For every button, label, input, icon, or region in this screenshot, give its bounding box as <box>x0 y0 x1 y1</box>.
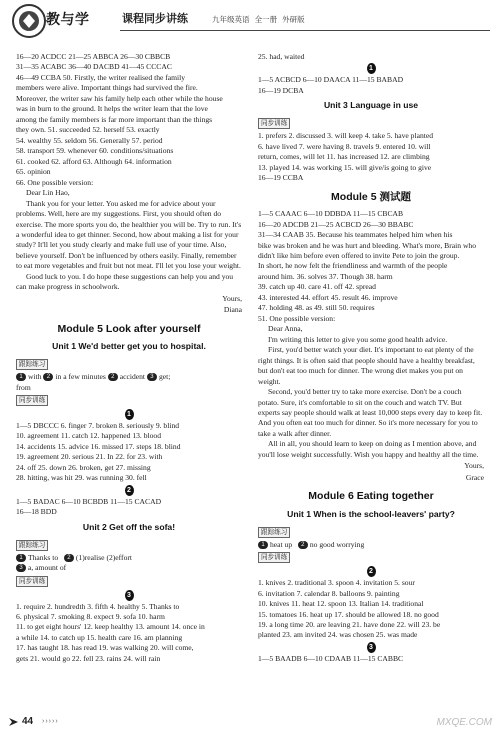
tag-sync-training: 同步训练 <box>258 118 290 129</box>
letter-paragraph: Thank you for your letter. You asked me for advice about your problems. Well, here are my suggestions. First, you should often do exercise. The more sports you do, the healthier you will be. Try to run. It's a wonderful idea to get thinner. Second, how about making a list for your study? It'll let you study clearly and make full use of your time. Also, believe yourself. Don't be influenced by others easily. Finally, remember to eat more vegetables and fruit but not meat. I'll let you lose your weight. <box>16 198 242 271</box>
tag-tracking-practice: 跟踪练习 <box>258 527 290 538</box>
answer-line: 1—5 CAAAC 6—10 DDBDA 11—15 CBCAB <box>258 209 404 219</box>
tag-sync-training: 同步训练 <box>16 576 48 587</box>
header-rule <box>120 30 490 31</box>
answer-line: 1—5 DBCCC 6. finger 7. broken 8. seriously 9. blind <box>16 421 180 430</box>
section-number-icon: 2 <box>125 485 134 496</box>
answer-block-u1-part2 <box>16 497 242 518</box>
letter-name: Diana <box>223 305 242 315</box>
m6-tracking-answers: 1 heat up 2 no good worrying <box>258 540 484 550</box>
module-5-title: Module 5 Look after yourself <box>57 322 201 335</box>
answer-line: 51. One possible version: <box>258 313 336 323</box>
answer-line: 10. knives 11. heat 12. spoon 13. Italian 14. traditional <box>258 599 424 609</box>
answer-line: 16—19 DCBA <box>258 85 304 95</box>
answer-line: 1. require 2. hundredth 3. fifth 4. healthy 5. Thanks to <box>16 601 180 611</box>
answer-line: 24. off 25. down 26. broken, get 27. missing <box>16 462 151 472</box>
answer-line: 1—5 BAADB 6—10 CDAAB 11—15 CABBC <box>258 653 404 663</box>
answer-line: 31—34 CAAB 35. Because his teammates helped him when his <box>258 230 453 240</box>
letter-paragraph: I'm writing this letter to give you some good health advice. <box>268 334 448 344</box>
letter-name: Grace <box>465 472 484 482</box>
unit-3-title: Unit 3 Language in use <box>323 100 419 111</box>
answer-line: In short, he now felt the friendliness and warmth of the people <box>258 261 448 271</box>
left-column <box>16 52 242 664</box>
tag-sync-training: 同步训练 <box>258 552 290 563</box>
section-marker <box>258 642 484 653</box>
section-marker <box>16 409 242 420</box>
section-number-icon: 2 <box>367 566 376 577</box>
answer-block-module5-test <box>258 209 484 324</box>
section-marker <box>258 566 484 577</box>
series-name: 课程同步讲练 <box>122 13 188 25</box>
unit-2-title: Unit 2 Get off the sofa! <box>82 521 176 532</box>
answer-line: 17. has taught 18. has read 19. was walking 20. will come, <box>16 643 194 653</box>
right-column <box>258 52 484 664</box>
answer-line: 39. catch up 40. care 41. off 42. spread <box>258 282 376 292</box>
section-number-icon: 3 <box>367 642 376 653</box>
page-dots: ››››› <box>42 718 59 725</box>
answer-line: 61. cooked 62. afford 63. Although 64. information <box>16 156 172 166</box>
answer-line: 43. interested 44. effort 45. result 46. improve <box>258 292 398 302</box>
section-number-icon: 1 <box>367 63 376 74</box>
answer-line: 31—35 ACABC 36—40 DACBD 41—45 CCCAC <box>16 62 172 72</box>
answer-line: 1—5 ACBCD 6—10 DAACA 11—15 BABAD <box>258 75 404 85</box>
answer-line: 47. holding 48. as 49. still 50. requires <box>258 303 375 313</box>
answer-line: 6. have lived 7. were having 8. travels 9. entered 10. will <box>258 141 431 151</box>
answer-line: among the family members is far more important than the things <box>16 114 213 124</box>
item-number-badge: 2 <box>298 541 308 549</box>
answer-line: 19. a long time 20. are leaving 21. have done 22. will 23. be <box>258 619 441 629</box>
section-marker <box>16 485 242 496</box>
book-meta: 九年级英语 全一册 外研版 <box>212 15 305 24</box>
answer-line: 16—18 BDD <box>16 507 57 517</box>
answer-line: was in burn to the ground. It helps the writer learn that the love <box>16 104 208 114</box>
page-header <box>0 0 500 42</box>
answer-line: bike was broken and he was hurt and bleeding. What's more, Brain who <box>258 240 477 250</box>
answer-line: 16—20 ADCDB 21—25 ACBCD 26—30 BBABC <box>258 219 414 229</box>
page-arrow-icon <box>8 716 20 728</box>
page-footer <box>0 710 500 736</box>
answer-line: 66. One possible version: <box>16 177 94 187</box>
page-number: 44 <box>22 716 34 727</box>
answer-line: 14. accidents 15. advice 16. missed 17. steps 18. blind <box>16 441 181 451</box>
letter-closing: Yours, <box>222 293 242 303</box>
answer-line: 46—49 CCBA 50. Firstly, the writer realised the family <box>16 72 186 82</box>
brand-name: 教与学 <box>46 11 90 27</box>
item-number-badge: 2 <box>43 373 53 381</box>
answer-line: 1. knives 2. traditional 3. spoon 4. invitation 5. sour <box>258 578 415 588</box>
letter-closing: Yours, <box>464 461 484 471</box>
answer-line: 10. agreement 11. catch 12. happened 13. blood <box>16 431 162 441</box>
item-number-badge: 1 <box>16 554 26 562</box>
answer-line: a while 14. to catch up 15. health care 16. am planning <box>16 632 183 642</box>
u2-tracking-answers-2: 3 a, amount of <box>16 563 242 573</box>
section-number-icon: 3 <box>125 590 134 601</box>
answer-block-u1 <box>16 421 242 484</box>
letter-paragraph: Second, you'd better try to take more exercise. Don't be a couch potato. Sure, it's comfortable to sit on the couch and watch TV. But experts say people should walk at least 10,000 steps every day to keep fit. And you often eat too much for dinner. So it's more necessary for you to take a walk after dinner. <box>258 387 483 438</box>
answer-line: gets 21. would go 22. fell 23. rains 24. will rain <box>16 653 161 663</box>
item-number-badge: 3 <box>16 564 26 572</box>
u2-tracking-answers-1: 1 Thanks to 2 (1)realise (2)effort <box>16 553 242 563</box>
answer-line: 65. opinion <box>16 167 51 177</box>
answer-line: members were alive. Important things had survived the fire. <box>16 83 198 93</box>
answer-line: 6. invitation 7. calendar 8. balloons 9. painting <box>258 588 400 598</box>
tag-tracking-practice: 跟踪练习 <box>16 540 48 551</box>
letter-paragraph: First, you'd better watch your diet. It's important to eat plenty of the right things. It is often said that people should have a healthy breakfast, but don't eat too much for dinner. The wrong diet makes you put on weight. <box>258 345 475 386</box>
answer-line: 15. tomatoes 16. heat up 17. should be allowed 18. no good <box>258 609 439 619</box>
tag-sync-training: 同步训练 <box>16 395 48 406</box>
item-number-badge: 2 <box>108 373 118 381</box>
item-number-badge: 2 <box>64 554 74 562</box>
letter-paragraph: All in all, you should learn to keep on doing as I mention above, and you'll lose weight successfully. Wish you happy and healthy all the time. <box>258 439 479 459</box>
letter-salutation: Dear Anna, <box>268 324 303 334</box>
answer-line: 58. transport 59. whenever 60. conditions/situations <box>16 146 174 156</box>
answer-line: Moreover, the writer saw his family help each other while the house <box>16 93 223 103</box>
letter-paragraph: Good luck to you. I do hope these suggestions can help you and you can make progress in schoolwork. <box>16 271 234 292</box>
section-marker <box>258 63 484 74</box>
letter-salutation: Dear Lin Hao, <box>26 188 70 198</box>
answer-line: 11. to get eight hours' 12. keep healthy 13. amount 14. once in <box>16 622 205 632</box>
answer-line: around him. 36. solves 37. Though 38. harm <box>258 271 393 281</box>
item-number-badge: 3 <box>147 373 157 381</box>
answer-line: planted 23. am invited 24. was chosen 25. was made <box>258 630 418 640</box>
m6-unit-1-title: Unit 1 When is the school-leavers' party? <box>287 508 455 519</box>
answer-block-u2 <box>16 602 242 665</box>
letter-body <box>16 199 242 293</box>
answer-line: 25. had, waited <box>258 52 305 61</box>
item-number-badge: 1 <box>258 541 268 549</box>
item-number-badge: 1 <box>16 373 26 381</box>
answer-line: 13. played 14. was working 15. will give/is going to give <box>258 162 432 172</box>
answer-line: didn't like him before even offered to invite Pete to join the group. <box>258 250 460 260</box>
answer-block-m6-u1-part2 <box>258 654 484 664</box>
section-marker <box>16 590 242 601</box>
answer-block-u3 <box>258 131 484 183</box>
answer-line: 54. wealthy 55. seldom 56. Generally 57. period <box>16 135 163 145</box>
answer-line: 1. prefers 2. discussed 3. will keep 4. take 5. have planted <box>258 131 434 141</box>
answer-line: 1—5 BADAC 6—10 BCBDB 11—15 CACAD <box>16 496 162 506</box>
answer-block-left-top <box>16 52 242 188</box>
answer-line: 16—19 CCBA <box>258 173 304 183</box>
answer-line: return, comes, will let 11. has increased 12. are climbing <box>258 152 430 162</box>
module-6-title: Module 6 Eating together <box>308 490 434 503</box>
tag-tracking-practice: 跟踪练习 <box>16 359 48 370</box>
u1-tracking-answer-cont: from <box>16 382 31 392</box>
letter-body <box>258 335 484 461</box>
answer-line: 16—20 ACDCC 21—25 ABBCA 26—30 CBBCB <box>16 52 171 61</box>
unit-1-title: Unit 1 We'd better get you to hospital. <box>52 341 206 352</box>
site-watermark: MXQE.COM <box>436 717 492 728</box>
module-5-test-title: Module 5 测试题 <box>331 190 411 203</box>
section-number-icon: 1 <box>125 409 134 420</box>
answer-block-m6-u1 <box>258 578 484 641</box>
brand-logo-icon <box>10 2 48 40</box>
answer-line: they own. 51. succeeded 52. herself 53. exactly <box>16 125 160 135</box>
answer-line: 28. hitting, was hit 29. was running 30. fell <box>16 473 147 483</box>
answer-line: 6. physical 7. smoking 8. expect 9. sofa 10. harm <box>16 612 165 622</box>
answer-line: 19. agreement 20. serious 21. In 22. for 23. with <box>16 452 163 462</box>
answer-block-right-1 <box>258 75 484 96</box>
u1-tracking-answers: 1 with 2 in a few minutes 2 accident 3 get; <box>16 372 242 382</box>
